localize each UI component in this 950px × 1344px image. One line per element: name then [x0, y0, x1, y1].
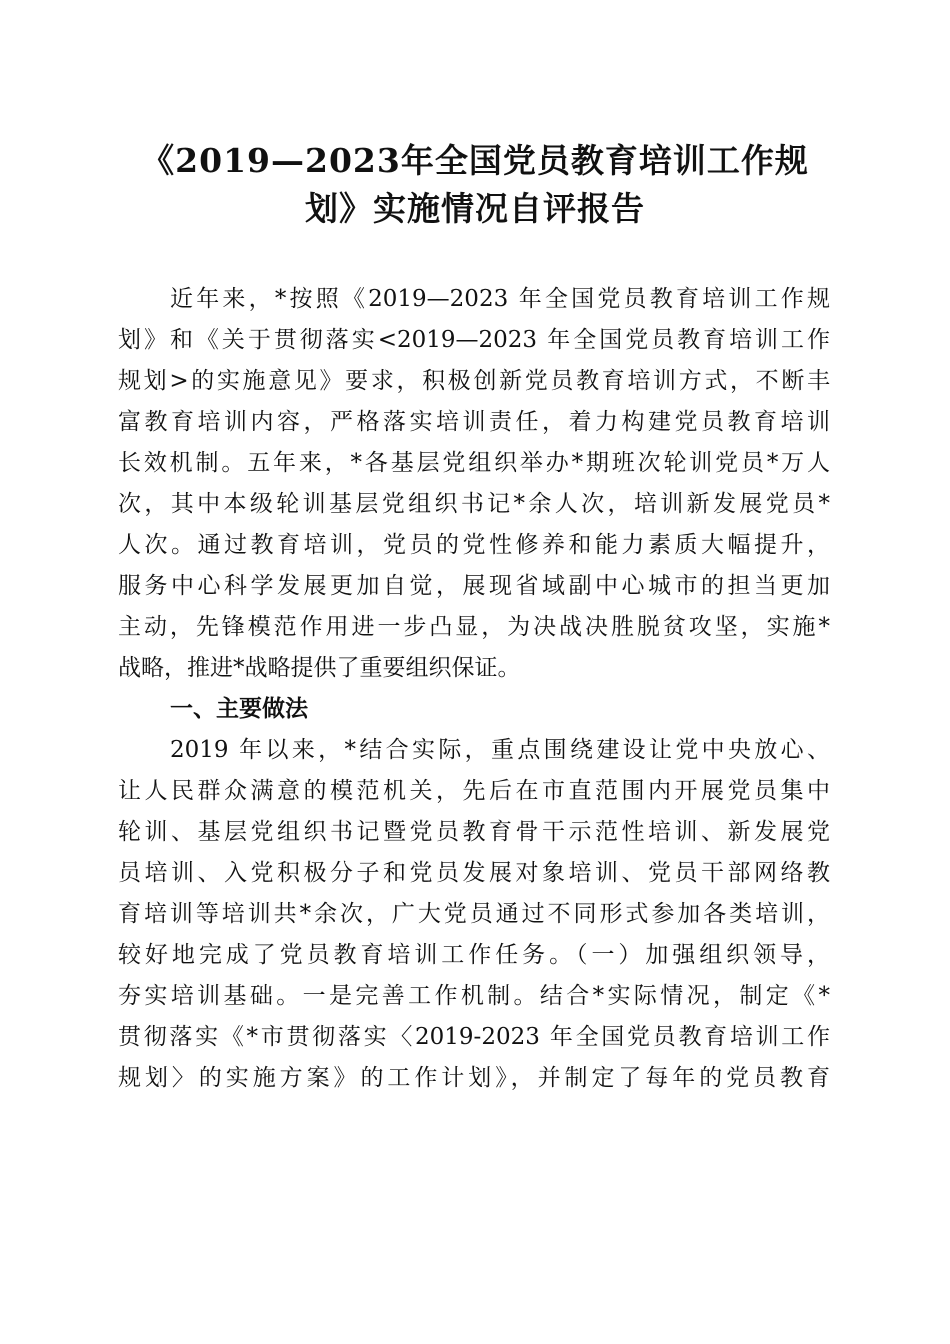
paragraph-1-line: 近年来，*按照《2019—2023 年全国党员教育培训工作规 — [170, 286, 830, 312]
paragraph-2-line: 育培训等培训共*余次，广大党员通过不同形式参加各类培训， — [118, 901, 830, 927]
paragraph-2-line: 规划〉的实施方案》的工作计划》，并制定了每年的党员教育 — [118, 1065, 830, 1091]
paragraph-2-line: 贯彻落实《*市贯彻落实〈2019-2023 年全国党员教育培训工作 — [118, 1024, 830, 1050]
document-title-line-2: 划》实施情况自评报告 — [305, 189, 645, 228]
paragraph-1-line: 人次。通过教育培训，党员的党性修养和能力素质大幅提升， — [118, 532, 830, 558]
paragraph-2-line: 2019 年以来，*结合实际，重点围绕建设让党中央放心、 — [170, 737, 830, 763]
paragraph-2-line: 让人民群众满意的模范机关，先后在市直范围内开展党员集中 — [118, 778, 830, 804]
paragraph-1-line: 划》和《关于贯彻落实<2019—2023 年全国党员教育培训工作 — [118, 327, 830, 353]
paragraph-1-line: 主动，先锋模范作用进一步凸显，为决战决胜脱贫攻坚，实施* — [118, 614, 830, 640]
paragraph-2-line: 夯实培训基础。一是完善工作机制。结合*实际情况，制定《* — [118, 983, 830, 1009]
document-title-line-1: 《2019—2023年全国党员教育培训工作规 — [141, 141, 809, 180]
paragraph-2-line: 员培训、入党积极分子和党员发展对象培训、党员干部网络教 — [118, 860, 830, 886]
paragraph-2-line: 轮训、基层党组织书记暨党员教育骨干示范性培训、新发展党 — [118, 819, 830, 845]
paragraph-1-line: 次，其中本级轮训基层党组织书记*余人次，培训新发展党员* — [118, 491, 830, 517]
paragraph-1-line: 规划>的实施意见》要求，积极创新党员教育培训方式，不断丰 — [118, 368, 830, 394]
paragraph-1-line: 富教育培训内容，严格落实培训责任，着力构建党员教育培训 — [118, 409, 830, 435]
section-heading: 一、主要做法 — [170, 695, 308, 722]
paragraph-1-line: 战略，推进*战略提供了重要组织保证。 — [118, 655, 521, 681]
paragraph-1-line: 服务中心科学发展更加自觉，展现省域副中心城市的担当更加 — [118, 573, 830, 599]
paragraph-2-line: 较好地完成了党员教育培训工作任务。（一）加强组织领导， — [118, 942, 830, 968]
paragraph-1-line: 长效机制。五年来，*各基层党组织举办*期班次轮训党员*万人 — [118, 450, 830, 476]
